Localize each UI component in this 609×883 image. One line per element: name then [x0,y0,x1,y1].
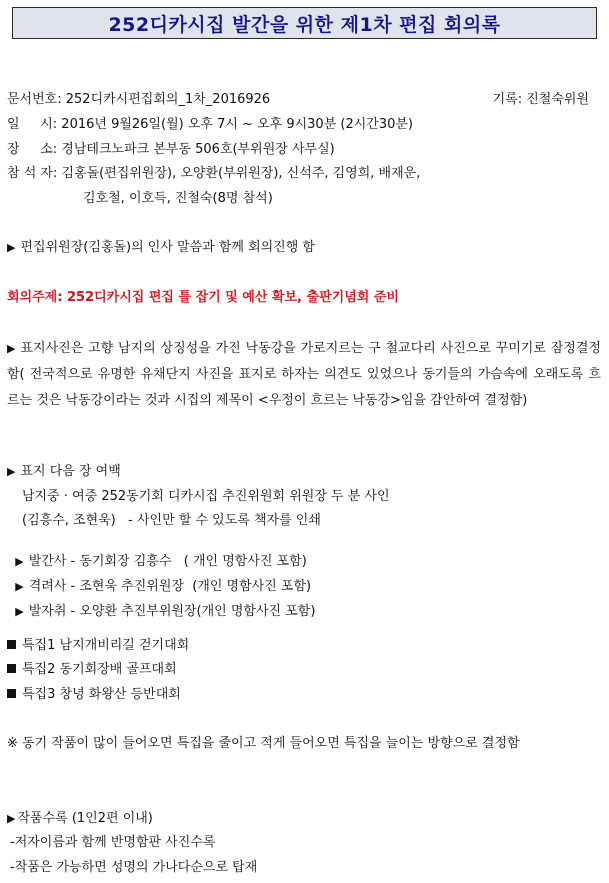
agenda-title: 회의주제: 252디카시집 편집 틀 잡기 및 예산 확보, 출판기념회 준비 [7,290,399,305]
cover-photo-text: 표지사진은 고향 남지의 상징성을 가진 낙동강을 가로지르는 구 철교다리 사진으로 꾸미기로 잠정결정함( 전국적으로 유명한 유채단지 사진을 표지로 하자는 의견도 있었으나 동기들의 가슴속에 오래도록 흐르는 것은 낙동강이라는 것과 시집의 제목이 <우정이 흐르는 낙동강>임을 감안하여 결정함) [7,341,601,408]
special-text: 특집2 동기회장배 골프대회 [22,662,177,677]
works-line2: -작품은 가능하면 성명의 가나다순으로 탑재 [10,860,258,875]
doc-number-label: 문서번호 [7,92,58,107]
attendees-row: 참 석 자: 김홍돌(편집위원장), 오양환(부위원장), 신석주, 김영희, 배재운, [7,166,421,181]
blank-page-line2: (김흥수, 조현욱) - 사인만 할 수 있도록 책자를 인쇄 [22,513,321,528]
document-title: 252디카시집 발간을 위한 제1차 편집 회의록 [108,13,501,36]
place-row: 장 소: 경남테크노파크 본부동 506호(부위원장 사무실) [7,142,335,157]
triangle-bullet-icon: ▶ [15,555,24,568]
doc-number-value: 252디카시편집회의_1차_2016926 [65,92,271,107]
special-item-2 [7,662,177,678]
document-title-bar [12,7,597,39]
speech-item-history [7,588,315,620]
note-paragraph: ※ 동기 작품이 많이 들어오면 특집을 줄이고 적게 들어오면 특집을 늘이는 방향으로 결정함 [7,736,520,751]
blank-page-heading-row [7,464,121,480]
speech-text: 발간사 - 동기회장 김흥수 ( 개인 명함사진 포함) [28,554,307,569]
square-bullet-icon [7,664,16,673]
triangle-bullet-icon: ▶ [7,812,16,825]
recorder-row: 기록: 진철숙위원 [492,92,589,107]
works-line1: -저자이름과 함께 반명함판 사진수록 [10,835,216,850]
blank-page-heading: 표지 다음 장 여백 [20,464,121,479]
special-item-3 [7,687,181,703]
attendees-label: 참 석 자 [7,166,53,181]
cover-photo-paragraph [7,336,601,414]
square-bullet-icon [7,689,16,698]
blank-page-line1: 남지중 · 여중 252동기회 디카시집 추진위원회 위원장 두 분 사인 [22,489,390,504]
works-heading-row [7,811,153,827]
opening-text: 편집위원장(김홍돌)의 인사 말씀과 함께 회의진행 함 [20,240,315,255]
square-bullet-icon [7,640,16,649]
special-text: 특집3 창녕 화왕산 등반대회 [22,687,181,702]
recorder-label: 기록 [492,92,518,107]
place-label: 장 소 [7,142,53,157]
opening-row [7,240,315,256]
doc-number-row: 문서번호: 252디카시편집회의_1차_2016926 [7,92,271,107]
triangle-bullet-icon: ▶ [15,580,24,593]
triangle-bullet-icon: ▶ [7,465,16,478]
datetime-value: 2016년 9월26일(월) 오후 7시 ~ 오후 9시30분 (2시간30분) [61,117,414,132]
triangle-bullet-icon: ▶ [7,342,16,355]
speech-text: 격려사 - 조현욱 추진위원장 (개인 명함사진 포함) [28,579,312,594]
works-heading: 작품수록 (1인2편 이내) [17,811,153,826]
datetime-label: 일 시 [7,117,53,132]
datetime-row: 일 시: 2016년 9월26일(월) 오후 7시 ~ 오후 9시30분 (2시간30분) [7,117,414,132]
special-item-1 [7,638,189,654]
special-text: 특집1 남지개비리길 걷기대회 [22,638,190,653]
speech-text: 발자취 - 오양환 추진부위원장(개인 명함사진 포함) [28,604,316,619]
attendees-line1: 김홍돌(편집위원장), 오양환(부위원장), 신석주, 김영희, 배재운, [61,166,421,181]
triangle-bullet-icon: ▶ [7,241,16,254]
attendees-line2: 김호철, 이호득, 진철숙(8명 참석) [83,191,273,206]
place-value: 경남테크노파크 본부동 506호(부위원장 사무실) [61,142,335,157]
recorder-value: 진철숙위원 [526,92,589,107]
triangle-bullet-icon: ▶ [15,605,24,618]
